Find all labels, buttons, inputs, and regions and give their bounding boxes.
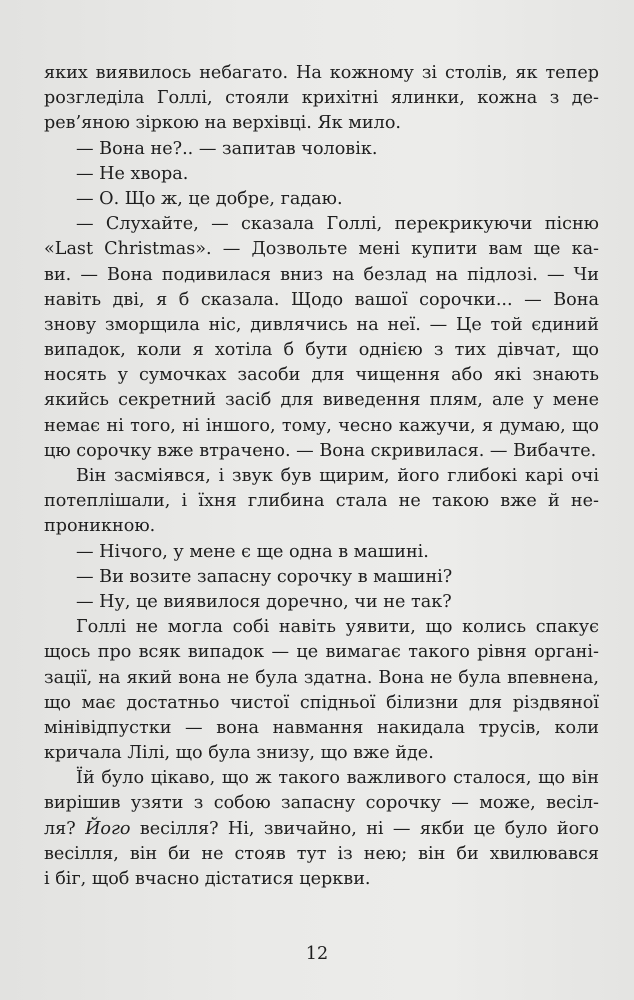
text-line: ви. — Вона подивилася вниз на безлад на підлозі. — Чи — [44, 264, 599, 285]
text-line: яких виявилось небагато. На кожному зі столів, як тепер — [44, 63, 599, 83]
emphasis: Його — [85, 818, 131, 839]
text-line: Голлі не могла собі навіть уявити, що колись спакує — [76, 617, 599, 638]
text-line: ля? Його весілля? Ні, звичайно, ні — якби це було його — [44, 818, 599, 839]
text-line: Їй було цікаво, що ж такого важливого сталося, що він — [76, 768, 599, 789]
text-line: весілля, він би не стояв тут із нею; він би хвилювався — [44, 843, 599, 864]
text-line: рев’яною зіркою на верхівці. Як мило. — [44, 113, 402, 134]
text-line: щось про всяк випадок — це вимагає такого рівня органі- — [44, 642, 599, 663]
text-line: навіть дві, я б сказала. Щодо вашої сорочки... — Вона — [44, 289, 599, 310]
body-text — [44, 61, 599, 892]
text-line: — Ну, це виявилося доречно, чи не так? — [76, 591, 452, 612]
text-line: — О. Що ж, це добре, гадаю. — [76, 188, 343, 209]
text-line: якийсь секретний засіб для виведення плям, але у мене — [44, 390, 599, 411]
text-line: мінівідпустки — вона навмання накидала трусів, коли — [44, 717, 599, 738]
text-line: цю сорочку вже втрачено. — Вона скривилася. — Вибачте. — [44, 440, 597, 461]
text-line: вирішив узяти з собою запасну сорочку — може, весіл- — [44, 793, 599, 814]
text-line: що має достатньо чистої спідньої білизни для різдвяної — [44, 692, 599, 713]
text-line: розгледіла Голлі, стояли крихітні ялинки, кожна з де- — [44, 88, 599, 109]
text-line: кричала Лілі, що була знизу, що вже йде. — [44, 743, 434, 764]
text-line: — Ви возите запасну сорочку в машині? — [76, 566, 453, 587]
text-line: немає ні того, ні іншого, тому, чесно кажучи, я думаю, що — [44, 415, 599, 436]
text-line: «Last Christmas». — Дозвольте мені купити вам ще ка- — [44, 239, 599, 260]
text-line: знову зморщила ніс, дивлячись на неї. — Це той єдиний — [44, 314, 599, 335]
text-line: і біг, щоб вчасно дістатися церкви. — [44, 869, 371, 889]
text-line: носять у сумочках засоби для чищення або які знають — [44, 365, 599, 386]
text-line: випадок, коли я хотіла б бути однією з тих дівчат, що — [44, 340, 599, 361]
page-number: 12 — [305, 944, 329, 964]
text-line: — Вона не?.. — запитав чоловік. — [76, 138, 378, 159]
text-line: — Не хвора. — [76, 163, 189, 184]
text-line: проникною. — [44, 516, 156, 537]
text-line: Він засміявся, і звук був щирим, його глибокі карі очі — [76, 466, 599, 486]
text-line: — Нічого, у мене є ще одна в машині. — [76, 541, 429, 562]
text-line: — Слухайте, — сказала Голлі, перекрикуючи пісню — [76, 214, 599, 235]
text-line: зації, на який вона не була здатна. Вона не була впевнена, — [44, 667, 599, 688]
text-line: потеплішали, і їхня глибина стала не такою вже й не- — [44, 491, 599, 512]
